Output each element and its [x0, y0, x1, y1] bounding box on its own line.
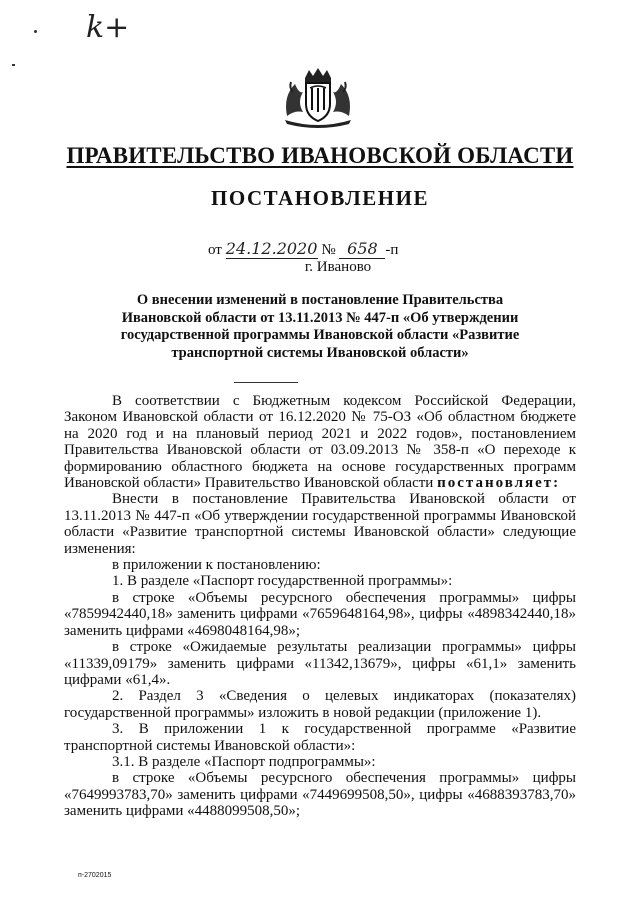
paragraph: 2. Раздел 3 «Сведения о целевых индикаторах (показателях) государственной программы» изложить в новой редакции (приложение 1). [64, 688, 576, 721]
divider [234, 382, 298, 383]
paragraph: В соответствии с Бюджетным кодексом Российской Федерации, Законом Ивановской области от 16.12.2020 № 75-ОЗ «Об областном бюджете на 2020 год и на плановый период 2021 и 2022 годов», постановлением Правительства Ивановской области от 03.09.2013 № 358-п «О переходе к формированию областного бюджета на основе государственных программ Ивановской области» Правительство Ивановской области постановляет: [64, 393, 576, 492]
number-suffix: -п [385, 242, 399, 258]
handwritten-mark: k+ [86, 10, 130, 45]
decree-word: постановляет: [437, 475, 561, 492]
ink-speck [12, 64, 15, 66]
dateline [208, 240, 398, 259]
paragraph: 3. В приложении 1 к государственной программе «Развитие транспортной системы Ивановской области»: [64, 721, 576, 754]
city: г. Иваново [304, 259, 372, 275]
document-subject: О внесении изменений в постановление Правительства Ивановской области от 13.11.2013 № 447-п «Об утверждении государственной программы Ивановской области «Развитие транспортной системы Ивановской области» [120, 292, 520, 361]
paragraph: в строке «Ожидаемые результаты реализации программы» цифры «11339,09179» заменить цифрами «11342,13679», цифры «61,1» заменить цифрами «61,4». [64, 639, 576, 688]
date-prefix: от [208, 242, 222, 258]
government-title: ПРАВИТЕЛЬСТВО ИВАНОВСКОЙ ОБЛАСТИ [66, 143, 574, 168]
handwritten-number: 658 [339, 240, 385, 259]
paragraph: в строке «Объемы ресурсного обеспечения программы» цифры «7859942440,18» заменить цифрами «7659648164,98», цифры «4898342440,18» заменить цифрами «4698048164,98»; [64, 589, 576, 639]
paragraph: 1. В разделе «Паспорт государственной программы»: [112, 573, 453, 590]
paragraph: Внести в постановление Правительства Ивановской области от 13.11.2013 № 447-п «Об утверждении государственной программы Ивановской области «Развитие транспортной системы Ивановской области» следующие изменения: [64, 491, 576, 557]
paragraph: в приложении к постановлению: [112, 557, 321, 574]
coat-of-arms-icon [279, 66, 357, 128]
handwritten-date: 24.12.2020 [225, 239, 318, 258]
document-body [64, 393, 576, 820]
footer-code: п-2702015 [78, 872, 112, 879]
paragraph: в строке «Объемы ресурсного обеспечения программы» цифры «7649993783,70» заменить цифрами «7449699508,50», цифры «4688393783,70» заменить цифрами «4488099508,50»; [64, 770, 576, 820]
ink-speck [34, 30, 37, 33]
paragraph: 3.1. В разделе «Паспорт подпрограммы»: [112, 753, 376, 770]
number-sign: № [321, 242, 336, 258]
document-type: ПОСТАНОВЛЕНИЕ [211, 186, 429, 210]
